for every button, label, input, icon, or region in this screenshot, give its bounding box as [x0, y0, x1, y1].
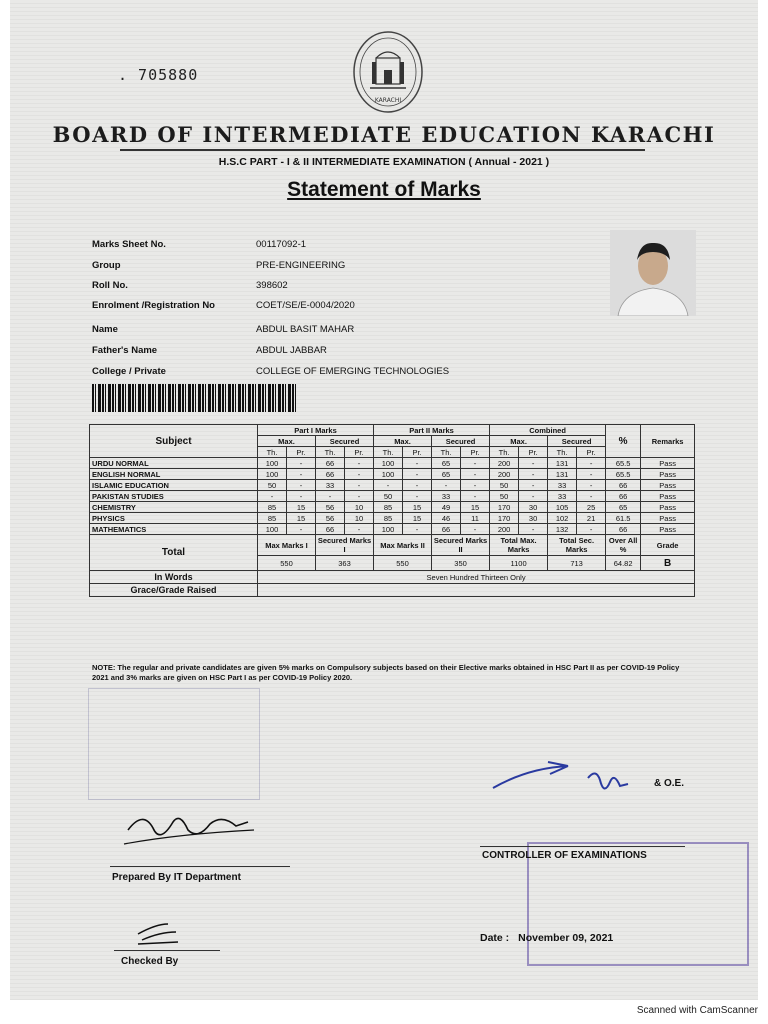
marks-cell: - — [403, 524, 432, 535]
roll-no-label: Roll No. — [92, 280, 128, 291]
percent-header: % — [606, 425, 641, 458]
marks-cell: 30 — [519, 502, 548, 513]
marks-cell: 15 — [287, 502, 316, 513]
marks-cell: - — [345, 480, 374, 491]
marks-cell: - — [461, 480, 490, 491]
combined-header: Combined — [490, 425, 606, 436]
roll-no-value: 398602 — [256, 280, 288, 291]
marks-cell: 66 — [606, 480, 641, 491]
checked-by-line — [114, 950, 220, 951]
total-col-header: Secured Marks II — [432, 535, 490, 556]
marks-cell: 85 — [374, 513, 403, 524]
father-name-value: ABDUL JABBAR — [256, 345, 327, 356]
marks-cell: - — [432, 480, 461, 491]
pr-header: Pr. — [345, 447, 374, 458]
th-header: Th. — [258, 447, 287, 458]
serial-number: . 705880 — [118, 66, 199, 84]
th-header: Th. — [316, 447, 345, 458]
subject-header: Subject — [90, 425, 258, 458]
marks-cell: - — [287, 491, 316, 502]
marks-cell: 50 — [258, 480, 287, 491]
subject-row — [90, 502, 695, 513]
grade-value: B — [641, 556, 695, 571]
marks-cell: 170 — [490, 513, 519, 524]
father-name-label: Father's Name — [92, 345, 158, 356]
remarks-cell: Pass — [641, 502, 695, 513]
total-label: Total — [90, 535, 258, 571]
marks-cell: - — [374, 480, 403, 491]
total-col-header: Max Marks I — [258, 535, 316, 556]
marks-cell: 21 — [577, 513, 606, 524]
part2-header: Part II Marks — [374, 425, 490, 436]
marks-cell: - — [519, 458, 548, 469]
marks-cell: - — [345, 469, 374, 480]
marks-cell: 65.5 — [606, 458, 641, 469]
marks-cell: 100 — [374, 524, 403, 535]
marks-cell: 200 — [490, 458, 519, 469]
pr-header: Pr. — [519, 447, 548, 458]
marks-cell: 66 — [316, 469, 345, 480]
prepared-by-line — [110, 866, 290, 867]
heading-underline — [120, 149, 645, 151]
controller-signature — [488, 748, 658, 808]
marks-cell: - — [403, 491, 432, 502]
table-header-row-1 — [90, 425, 695, 436]
remarks-cell: Pass — [641, 513, 695, 524]
marks-cell: 65 — [432, 458, 461, 469]
pr-header: Pr. — [461, 447, 490, 458]
marks-cell: 131 — [548, 469, 577, 480]
marks-cell: - — [519, 491, 548, 502]
marks-cell: 50 — [490, 491, 519, 502]
issue-date — [480, 932, 613, 944]
marks-cell: 50 — [374, 491, 403, 502]
remarks-header: Remarks — [641, 425, 695, 458]
marks-cell: 102 — [548, 513, 577, 524]
marks-cell: - — [461, 458, 490, 469]
exam-title: H.S.C PART - I & II INTERMEDIATE EXAMINATION ( Annual - 2021 ) — [218, 156, 550, 168]
marks-cell: 49 — [432, 502, 461, 513]
marks-cell: 65.5 — [606, 469, 641, 480]
marks-cell: - — [403, 480, 432, 491]
marks-cell: 66 — [606, 491, 641, 502]
marks-cell: 33 — [548, 491, 577, 502]
subject-name: PHYSICS — [90, 513, 258, 524]
marks-cell: 65 — [606, 502, 641, 513]
marks-cell: - — [287, 458, 316, 469]
marks-cell: 85 — [374, 502, 403, 513]
camscanner-footer: Scanned with CamScanner — [636, 1005, 758, 1016]
total-value: 350 — [432, 556, 490, 571]
prepared-by-label: Prepared By IT Department — [112, 872, 241, 883]
marks-cell: 10 — [345, 513, 374, 524]
svg-text:KARACHI: KARACHI — [374, 97, 402, 104]
subject-row — [90, 458, 695, 469]
college-value: COLLEGE OF EMERGING TECHNOLOGIES — [256, 366, 450, 377]
marks-cell: 15 — [403, 502, 432, 513]
total-value: 1100 — [490, 556, 548, 571]
secured-header: Secured — [432, 436, 490, 447]
marks-cell: 61.5 — [606, 513, 641, 524]
prepared-by-signature — [118, 800, 258, 850]
marks-cell: - — [316, 491, 345, 502]
pr-header: Pr. — [287, 447, 316, 458]
controller-label: CONTROLLER OF EXAMINATIONS — [482, 850, 647, 861]
remarks-cell: Pass — [641, 480, 695, 491]
marks-cell: 56 — [316, 502, 345, 513]
total-value: 713 — [548, 556, 606, 571]
pr-header: Pr. — [403, 447, 432, 458]
eoe-text: & O.E. — [654, 778, 685, 789]
total-col-header: Grade — [641, 535, 695, 556]
marks-cell: - — [519, 524, 548, 535]
marks-cell: 170 — [490, 502, 519, 513]
marks-cell: 15 — [287, 513, 316, 524]
total-col-header: Over All % — [606, 535, 641, 556]
th-header: Th. — [374, 447, 403, 458]
marks-cell: - — [345, 491, 374, 502]
marks-cell: 56 — [316, 513, 345, 524]
name-value: ABDUL BASIT MAHAR — [256, 324, 355, 335]
total-col-header: Max Marks II — [374, 535, 432, 556]
checked-by-label: Checked By — [121, 956, 179, 967]
marks-cell: 100 — [374, 469, 403, 480]
marks-cell: 100 — [374, 458, 403, 469]
marks-cell: 66 — [432, 524, 461, 535]
subject-row — [90, 524, 695, 535]
marks-cell: 30 — [519, 513, 548, 524]
college-label: College / Private — [92, 366, 166, 377]
max-header: Max. — [258, 436, 316, 447]
marks-sheet-no-label: Marks Sheet No. — [92, 239, 166, 250]
marks-cell: - — [519, 480, 548, 491]
th-header: Th. — [490, 447, 519, 458]
marks-cell: 85 — [258, 502, 287, 513]
total-col-header: Secured Marks I — [316, 535, 374, 556]
checked-by-signature — [132, 918, 182, 946]
pr-header: Pr. — [577, 447, 606, 458]
subject-name: ENGLISH NORMAL — [90, 469, 258, 480]
grace-value — [258, 584, 695, 597]
subject-row — [90, 480, 695, 491]
controller-line — [480, 846, 685, 847]
marks-cell: 11 — [461, 513, 490, 524]
marks-cell: - — [403, 458, 432, 469]
grace-row — [90, 584, 695, 597]
remarks-cell: Pass — [641, 469, 695, 480]
subject-row — [90, 469, 695, 480]
student-photo-silhouette — [610, 230, 696, 316]
secured-header: Secured — [316, 436, 374, 447]
marks-cell: 15 — [403, 513, 432, 524]
subject-row — [90, 491, 695, 502]
subject-name: ISLAMIC EDUCATION — [90, 480, 258, 491]
board-seal-logo — [350, 28, 426, 120]
part1-header: Part I Marks — [258, 425, 374, 436]
marks-cell: 200 — [490, 524, 519, 535]
marks-cell: 46 — [432, 513, 461, 524]
group-value: PRE-ENGINEERING — [256, 260, 346, 271]
th-header: Th. — [548, 447, 577, 458]
subject-row — [90, 513, 695, 524]
marks-cell: 85 — [258, 513, 287, 524]
th-header: Th. — [432, 447, 461, 458]
marks-cell: - — [403, 469, 432, 480]
max-header: Max. — [490, 436, 548, 447]
group-label: Group — [92, 260, 121, 271]
remarks-cell: Pass — [641, 458, 695, 469]
in-words-label: In Words — [90, 571, 258, 584]
date-value: November 09, 2021 — [518, 932, 614, 944]
total-value: 64.82 — [606, 556, 641, 571]
marks-cell: 105 — [548, 502, 577, 513]
marks-cell: 200 — [490, 469, 519, 480]
barcode — [92, 384, 297, 412]
marks-cell: 132 — [548, 524, 577, 535]
total-header-row — [90, 535, 695, 556]
marks-cell: - — [577, 491, 606, 502]
marks-cell: 10 — [345, 502, 374, 513]
grace-label: Grace/Grade Raised — [90, 584, 258, 597]
total-col-header: Total Sec. Marks — [548, 535, 606, 556]
statement-title: Statement of Marks — [287, 178, 481, 201]
registration-no-value: COET/SE/E-0004/2020 — [256, 300, 355, 311]
marks-cell: 100 — [258, 458, 287, 469]
secured-header: Secured — [548, 436, 606, 447]
marks-cell: - — [577, 469, 606, 480]
marks-cell: - — [577, 458, 606, 469]
in-words-value: Seven Hundred Thirteen Only — [258, 571, 695, 584]
marks-cell: 65 — [432, 469, 461, 480]
remarks-cell: Pass — [641, 491, 695, 502]
subject-name: MATHEMATICS — [90, 524, 258, 535]
marks-cell: - — [519, 469, 548, 480]
date-label: Date : — [480, 932, 510, 944]
marks-cell: 33 — [316, 480, 345, 491]
subject-name: CHEMISTRY — [90, 502, 258, 513]
name-label: Name — [92, 324, 118, 335]
marks-cell: 25 — [577, 502, 606, 513]
marks-cell: - — [345, 524, 374, 535]
marks-cell: 15 — [461, 502, 490, 513]
marks-cell: - — [258, 491, 287, 502]
covid-policy-note: NOTE: The regular and private candidates are given 5% marks on Compulsory subjects based on their Elective marks obtained in HSC Part II as per COVID-19 Policy 2021 and 3% marks are given on HSC Part I as per COVID-19 Policy 2020. — [92, 663, 680, 682]
marks-cell: 66 — [316, 458, 345, 469]
marks-cell: - — [287, 480, 316, 491]
marks-cell: 50 — [490, 480, 519, 491]
marks-cell: 33 — [548, 480, 577, 491]
marks-cell: 66 — [316, 524, 345, 535]
marks-cell: 100 — [258, 524, 287, 535]
marks-cell: 33 — [432, 491, 461, 502]
student-photo — [610, 230, 696, 316]
subject-name: PAKISTAN STUDIES — [90, 491, 258, 502]
marks-cell: - — [461, 524, 490, 535]
in-words-row — [90, 571, 695, 584]
total-col-header: Total Max. Marks — [490, 535, 548, 556]
registration-no-label: Enrolment /Registration No — [92, 300, 215, 311]
total-value: 363 — [316, 556, 374, 571]
marks-cell: - — [461, 469, 490, 480]
board-name-heading: BOARD OF INTERMEDIATE EDUCATION KARACHI — [52, 122, 716, 147]
max-header: Max. — [374, 436, 432, 447]
marks-cell: - — [287, 469, 316, 480]
marks-cell: 131 — [548, 458, 577, 469]
marks-cell: - — [287, 524, 316, 535]
total-value: 550 — [258, 556, 316, 571]
marks-table — [89, 424, 695, 597]
marks-cell: - — [345, 458, 374, 469]
remarks-cell: Pass — [641, 524, 695, 535]
marks-cell: - — [461, 491, 490, 502]
marks-sheet-no-value: 00117092-1 — [256, 239, 307, 250]
faded-stamp — [88, 688, 260, 800]
total-value: 550 — [374, 556, 432, 571]
marks-cell: - — [577, 480, 606, 491]
marks-cell: 100 — [258, 469, 287, 480]
marks-cell: 66 — [606, 524, 641, 535]
subject-name: URDU NORMAL — [90, 458, 258, 469]
marks-cell: - — [577, 524, 606, 535]
